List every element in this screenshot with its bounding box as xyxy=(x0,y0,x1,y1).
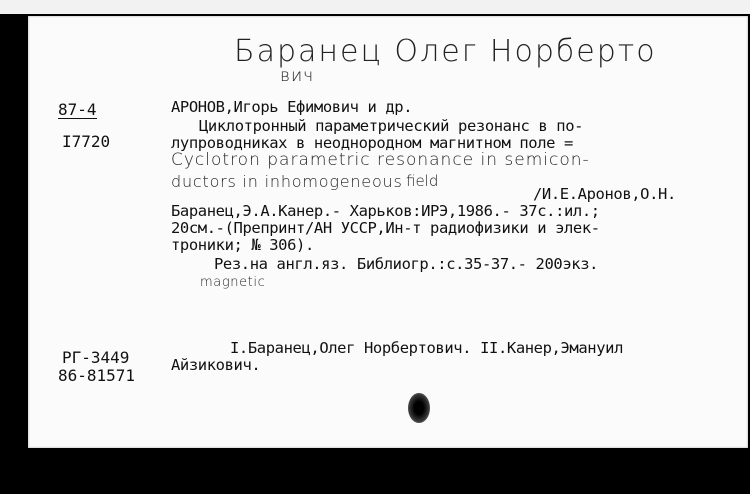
entry-notes-line: Рез.на англ.яз. Библиогр.:с.35-37.- 200экз. xyxy=(214,255,599,273)
call-number-top: 87-4 xyxy=(58,100,97,119)
inventory-number: I7720 xyxy=(62,132,111,151)
scan-top-edge xyxy=(0,0,750,14)
handwritten-author-line-2: вич xyxy=(280,66,315,86)
handwritten-author-line: Баранец Олег Норберто xyxy=(234,34,657,69)
entry-heading: АРОНОВ,Игорь Ефимович и др. xyxy=(171,98,413,116)
entry-responsibility-tail: /И.Е.Аронов,О.Н. xyxy=(533,185,676,203)
handwritten-english-title-2: ductors in inhomogeneous xyxy=(171,172,403,191)
scan-bottom-edge xyxy=(0,452,750,494)
call-number-bottom-1: РГ-3449 xyxy=(62,348,130,367)
entry-title-line-2: лупроводниках в неоднородном магнитном поле = xyxy=(171,134,573,152)
tracing-line-1: I.Баранец,Олег Норбертович. II.Канер,Эмануил xyxy=(230,339,623,357)
entry-line-7: троники; № 306). xyxy=(171,236,314,254)
tracing-line-2: Айзикович. xyxy=(171,356,261,374)
card-punch-hole xyxy=(408,393,430,423)
handwritten-magnetic-note: magnetic xyxy=(200,275,266,290)
entry-line-5: Баранец,Э.А.Канер.- Харьков:ИРЭ,1986.- 37с.:ил.; xyxy=(171,202,600,220)
handwritten-english-title-1: Cyclotron parametric resonance in semicon- xyxy=(171,150,590,170)
entry-title-line-1: Циклотронный параметрический резонанс в по- xyxy=(199,117,584,135)
catalog-card xyxy=(28,16,748,448)
entry-line-6: 20см.-(Препринт/АН УССР,Ин-т радиофизики и элек- xyxy=(171,219,600,237)
call-number-bottom-2: 86-81571 xyxy=(58,366,136,385)
handwritten-english-title-tail: field xyxy=(406,172,439,190)
